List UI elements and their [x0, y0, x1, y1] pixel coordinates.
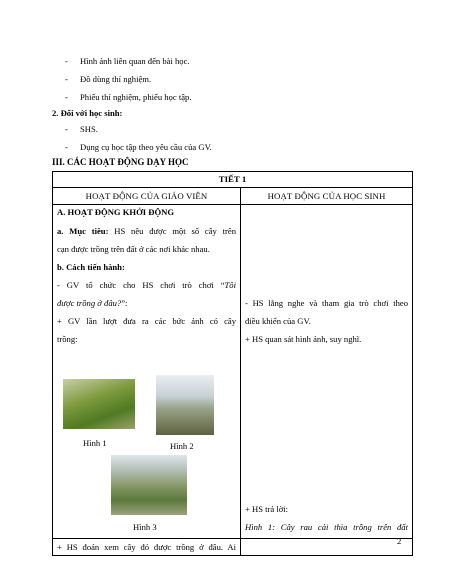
- teacher-prep-list: [63, 52, 403, 106]
- goal-line: a. Mục tiêu: HS nêu được một số cây trên: [57, 226, 237, 236]
- student-prep-list: [63, 120, 403, 156]
- activity-title: A. HOẠT ĐỘNG KHỞI ĐỘNG: [57, 207, 175, 217]
- list-item: - Phiếu thí nghiệm, phiếu học tập.: [65, 92, 192, 102]
- gv-instruction: - GV tổ chức cho HS chơi trò chơi “Tôi: [57, 280, 236, 290]
- image-caption: Hình 2: [170, 441, 194, 451]
- section-heading: III. CÁC HOẠT ĐỘNG DẠY HỌC: [52, 157, 189, 167]
- hs-response: + HS quan sát hình ảnh, suy nghĩ.: [245, 334, 362, 344]
- student-continuation-cell: [241, 539, 413, 556]
- photo-bok-choy: [63, 379, 135, 429]
- list-item: - Hình ảnh liên quan đến bài học.: [65, 56, 190, 66]
- gv-instruction: + GV lần lượt đưa ra các bức ảnh có cây: [57, 316, 236, 326]
- hs-response: điều khiển của GV.: [245, 316, 311, 326]
- list-item: - SHS.: [65, 124, 98, 134]
- photo-shrub: [156, 375, 214, 435]
- hs-answer: Hình 1: Cây rau cải thìa trồng trên đất: [245, 522, 408, 532]
- hs-answer-label: + HS trả lời:: [245, 504, 289, 514]
- page-number: 2: [397, 536, 402, 546]
- hs-response: - HS lắng nghe và tham gia trò chơi theo: [245, 298, 408, 308]
- image-caption: Hình 3: [133, 522, 157, 532]
- gv-instruction: được trồng ở đâu?”:: [57, 298, 128, 308]
- student-heading: 2. Đối với học sinh:: [52, 108, 123, 118]
- steps-label: b. Cách tiến hành:: [57, 262, 125, 272]
- image-caption: Hình 1: [83, 438, 107, 448]
- gv-instruction: + HS đoán xem cây đó được trồng ở đâu. Ai: [57, 542, 236, 552]
- teacher-activity-cell: [53, 205, 241, 539]
- student-column-header: HOẠT ĐỘNG CỦA HỌC SINH: [241, 188, 413, 205]
- list-item: - Dụng cụ học tập theo yêu cầu của GV.: [65, 142, 212, 152]
- lesson-table: [52, 171, 413, 556]
- photo-hillside-crop: [111, 455, 187, 515]
- student-activity-cell: [241, 205, 413, 539]
- goal-line: cạn được trồng trên đất ở các nơi khác nhau.: [57, 244, 210, 254]
- teacher-column-header: HOẠT ĐỘNG CỦA GIÁO VIÊN: [53, 188, 241, 205]
- list-item: - Đồ dùng thí nghiệm.: [65, 74, 152, 84]
- gv-instruction: trồng:: [57, 334, 78, 344]
- period-header: TIẾT 1: [53, 172, 413, 188]
- teacher-continuation-cell: [53, 539, 241, 556]
